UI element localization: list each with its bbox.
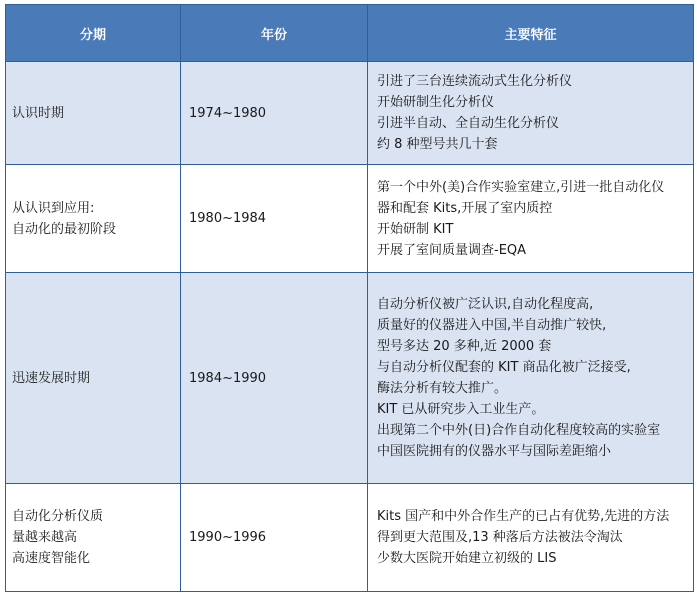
feature-line: 第一个中外(美)合作实验室建立,引进一批自动化仪: [377, 179, 665, 195]
feature-line: 少数大医院开始建立初级的 LIS: [377, 551, 557, 566]
feature-line: 开始研制生化分析仪: [377, 95, 495, 110]
header-features: 主要特征: [368, 5, 694, 62]
table-row: [6, 62, 694, 165]
feature-line: Kits 国产和中外合作生产的已占有优势,先进的方法: [377, 509, 670, 524]
feature-line: 开始研制 KIT: [377, 221, 454, 237]
year-cell: 1984~1990: [181, 273, 368, 484]
feature-line: 酶法分析有较大推广。: [377, 381, 508, 396]
feature-line: 器和配套 Kits,开展了室内质控: [377, 200, 553, 216]
feature-line: 质量好的仪器进入中国,半自动推广较快,: [377, 318, 607, 333]
table-row: [6, 273, 694, 484]
feature-line: 中国医院拥有的仪器水平与国际差距缩小: [377, 444, 612, 459]
period-cell: [6, 484, 181, 592]
period-cell: [6, 273, 181, 484]
feature-line: 出现第二个中外(日)合作自动化程度较高的实验室: [377, 423, 661, 438]
period-text: 量越来越高: [12, 530, 78, 545]
feature-line: 得到更大范围及,13 种落后方法被法令淘汰: [377, 530, 623, 545]
period-text: 高速度智能化: [12, 551, 91, 566]
table-row: [6, 484, 694, 592]
history-table: [5, 4, 694, 592]
table-row: [6, 165, 694, 273]
year-cell: 1980~1984: [181, 165, 368, 273]
header-row: [6, 5, 694, 62]
feature-line: 与自动分析仪配套的 KIT 商品化被广泛接受,: [377, 360, 631, 375]
features-cell: [368, 62, 694, 165]
features-cell: [368, 165, 694, 273]
feature-line: 引进半自动、全自动生化分析仪: [377, 116, 560, 131]
period-cell: [6, 62, 181, 165]
feature-line: 引进了三台连续流动式生化分析仪: [377, 74, 573, 89]
period-text: 自动化的最初阶段: [12, 221, 117, 237]
period-text: 从认识到应用:: [12, 200, 95, 216]
feature-line: KIT 已从研究步入工业生产。: [377, 402, 545, 417]
header-period: 分期: [6, 5, 181, 62]
period-text: 自动化分析仪质: [12, 509, 104, 524]
feature-line: 自动分析仪被广泛认识,自动化程度高,: [377, 297, 594, 312]
period-text: 认识时期: [12, 105, 65, 121]
header-year: 年份: [181, 5, 368, 62]
feature-line: 开展了室间质量调查-EQA: [377, 242, 527, 258]
features-cell: [368, 484, 694, 592]
period-text: 迅速发展时期: [12, 370, 91, 386]
features-cell: [368, 273, 694, 484]
year-cell: 1974~1980: [181, 62, 368, 165]
feature-line: 约 8 种型号共几十套: [377, 137, 498, 152]
period-cell: [6, 165, 181, 273]
year-cell: 1990~1996: [181, 484, 368, 592]
feature-line: 型号多达 20 多种,近 2000 套: [377, 339, 552, 354]
